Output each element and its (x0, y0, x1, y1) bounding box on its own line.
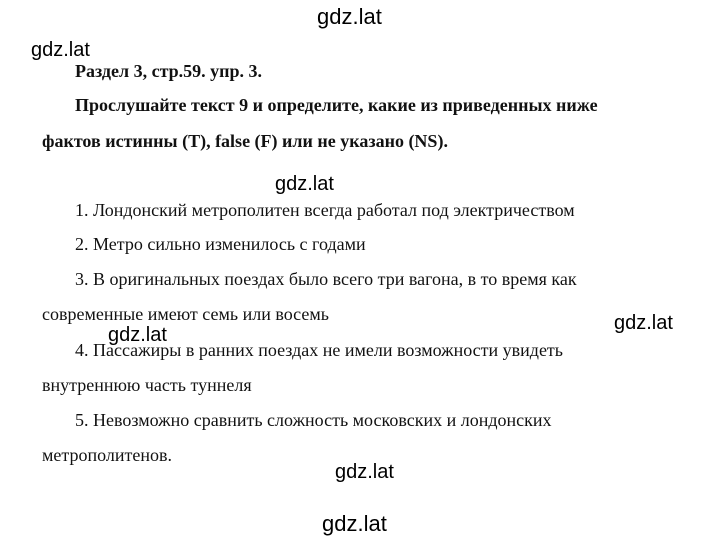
statement-5-line-2: метрополитенов. (42, 445, 172, 465)
statement-3-line-2: современные имеют семь или восемь (42, 304, 329, 324)
watermark-lower: gdz.lat (335, 461, 394, 483)
statement-2: 2. Метро сильно изменилось с годами (75, 234, 366, 254)
watermark-top-left: gdz.lat (31, 39, 90, 61)
statement-3-line-1: 3. В оригинальных поездах было всего три вагона, в то время как (75, 269, 577, 289)
exercise-reference: Раздел 3, стр.59. упр. 3. (75, 61, 263, 81)
watermark-right: gdz.lat (614, 312, 673, 334)
statement-5-line-1: 5. Невозможно сравнить сложность московских и лондонских (75, 410, 552, 430)
watermark-bottom: gdz.lat (322, 511, 387, 536)
watermark-left: gdz.lat (108, 324, 167, 346)
exercise-instruction-line-2: фактов истинны (T), false (F) или не указано (NS). (42, 131, 448, 151)
watermark-middle: gdz.lat (275, 173, 334, 195)
statement-1: 1. Лондонский метрополитен всегда работал под электричеством (75, 200, 575, 220)
exercise-instruction-line-1: Прослушайте текст 9 и определите, какие из приведенных ниже (75, 95, 598, 115)
statement-4-line-2: внутреннюю часть туннеля (42, 375, 252, 395)
statement-4-line-1: 4. Пассажиры в ранних поездах не имели возможности увидеть (75, 340, 564, 360)
watermark-top: gdz.lat (317, 4, 382, 29)
